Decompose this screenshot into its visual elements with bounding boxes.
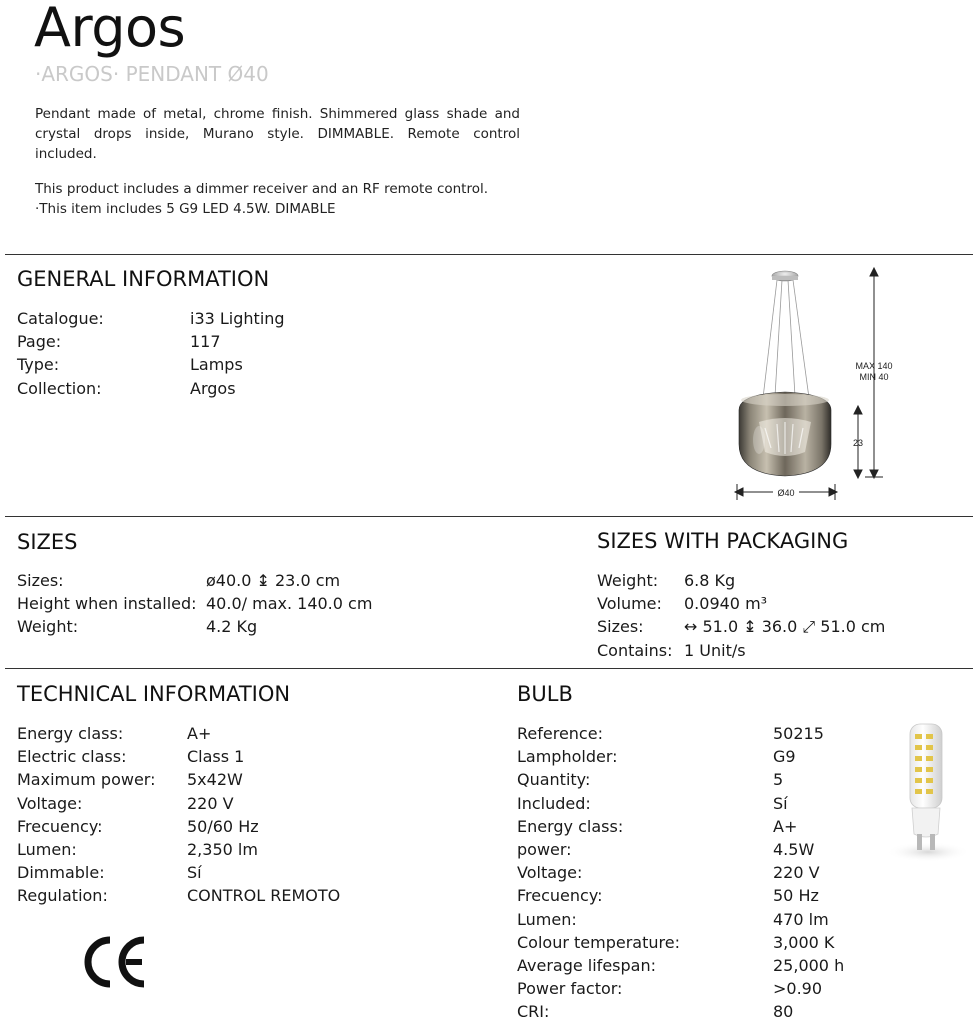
info-label: Height when installed: bbox=[17, 594, 197, 614]
info-label: Quantity: bbox=[517, 770, 591, 790]
technical-information-list bbox=[17, 722, 340, 908]
packaging-list bbox=[597, 569, 885, 662]
shade-height-label: 23 bbox=[852, 438, 864, 448]
info-row bbox=[517, 745, 844, 768]
info-value: ↔ 51.0 ↨ 36.0 ⤢ 51.0 cm bbox=[684, 617, 886, 637]
info-label: Contains: bbox=[597, 640, 673, 660]
info-row bbox=[17, 815, 340, 838]
info-value: 0.0940 m³ bbox=[684, 594, 768, 614]
info-label: Weight: bbox=[17, 617, 79, 637]
info-label: Weight: bbox=[597, 571, 659, 590]
description-line: ·This item includes 5 G9 LED 4.5W. DIMABLE bbox=[35, 201, 336, 217]
info-value: >0.90 bbox=[773, 979, 823, 999]
info-value: 50215 bbox=[773, 724, 824, 743]
info-row bbox=[17, 307, 285, 330]
info-row bbox=[517, 954, 844, 977]
bulb-list bbox=[517, 722, 844, 1023]
info-label: Catalogue: bbox=[17, 309, 104, 328]
info-label: Page: bbox=[17, 332, 62, 352]
info-value: ø40.0 ↨ 23.0 cm bbox=[206, 571, 341, 590]
info-value: CONTROL REMOTO bbox=[187, 886, 341, 906]
info-label: Frecuency: bbox=[17, 816, 103, 836]
info-row bbox=[517, 931, 844, 954]
info-label: power: bbox=[517, 839, 572, 859]
height-label: MAX 140 bbox=[855, 361, 893, 371]
description-paragraph: Pendant made of metal, chrome finish. Shimmered glass shade and crystal drops inside, Murano style. DIMMABLE. Remote control included. bbox=[35, 106, 520, 162]
info-label: Electric class: bbox=[17, 747, 127, 767]
info-row bbox=[517, 977, 844, 1000]
general-information-list bbox=[17, 307, 285, 400]
info-value: A+ bbox=[773, 816, 798, 836]
info-value: 50/60 Hz bbox=[187, 816, 259, 836]
info-label: Colour temperature: bbox=[517, 932, 680, 952]
glass-shade bbox=[739, 392, 831, 476]
info-row bbox=[517, 838, 844, 861]
info-value: 4.5W bbox=[773, 839, 815, 859]
info-row bbox=[17, 745, 340, 768]
info-label: Collection: bbox=[17, 378, 102, 398]
info-value: 4.2 Kg bbox=[206, 617, 258, 637]
info-row bbox=[517, 861, 844, 884]
g9-led-bulb-image bbox=[882, 718, 973, 866]
info-label: Average lifespan: bbox=[517, 955, 656, 975]
info-value: Sí bbox=[187, 863, 202, 883]
info-value: 470 lm bbox=[773, 909, 829, 929]
info-label: CRI: bbox=[517, 1002, 550, 1022]
info-row bbox=[597, 569, 885, 592]
ceiling-canopy bbox=[772, 271, 798, 281]
info-value: 5x42W bbox=[187, 770, 243, 790]
info-row bbox=[517, 815, 844, 838]
suspension-cables bbox=[763, 280, 809, 398]
technical-information-heading: TECHNICAL INFORMATION bbox=[17, 682, 291, 706]
height-label: MIN 40 bbox=[859, 372, 889, 382]
description-paragraph-2 bbox=[35, 179, 520, 219]
info-value: 220 V bbox=[187, 793, 234, 813]
info-label: Volume: bbox=[597, 594, 662, 614]
diameter-label: Ø40 bbox=[777, 488, 795, 498]
info-value: Sí bbox=[773, 793, 788, 813]
info-label: Voltage: bbox=[17, 793, 83, 813]
info-row bbox=[517, 722, 844, 745]
info-row bbox=[17, 768, 340, 791]
info-label: Power factor: bbox=[517, 979, 623, 999]
description-line: This product includes a dimmer receiver and an RF remote control. bbox=[35, 181, 489, 197]
info-label: Voltage: bbox=[517, 863, 583, 883]
info-label: Dimmable: bbox=[17, 863, 105, 883]
info-value: 220 V bbox=[773, 863, 820, 883]
info-row bbox=[17, 569, 372, 592]
product-subtitle: ·ARGOS· PENDANT Ø40 bbox=[35, 62, 269, 86]
info-value: Class 1 bbox=[187, 747, 245, 767]
info-label: Included: bbox=[517, 793, 591, 813]
info-row bbox=[517, 908, 844, 931]
info-label: Reference: bbox=[517, 724, 603, 743]
info-label: Regulation: bbox=[17, 886, 108, 906]
info-value: 40.0/ max. 140.0 cm bbox=[206, 594, 373, 614]
info-value: 117 bbox=[190, 332, 221, 352]
info-row bbox=[17, 884, 340, 907]
pendant-dimension-drawing bbox=[725, 262, 905, 506]
info-row bbox=[17, 861, 340, 884]
info-row bbox=[517, 884, 844, 907]
info-row bbox=[17, 838, 340, 861]
info-value: 25,000 h bbox=[773, 955, 845, 975]
info-value: Lamps bbox=[190, 355, 243, 375]
info-label: Lumen: bbox=[517, 909, 577, 929]
bulb-heading: BULB bbox=[517, 682, 573, 706]
info-row bbox=[597, 639, 885, 662]
info-row bbox=[17, 377, 285, 400]
info-row bbox=[17, 615, 372, 638]
section-divider bbox=[5, 668, 973, 669]
info-row bbox=[517, 792, 844, 815]
info-row bbox=[17, 722, 340, 745]
info-label: Energy class: bbox=[17, 724, 124, 743]
info-label: Sizes: bbox=[597, 617, 644, 637]
info-row bbox=[17, 592, 372, 615]
info-row bbox=[597, 615, 885, 638]
packaging-heading: SIZES WITH PACKAGING bbox=[597, 529, 849, 553]
section-divider bbox=[5, 254, 973, 255]
info-label: Maximum power: bbox=[17, 770, 156, 790]
info-label: Frecuency: bbox=[517, 886, 603, 906]
info-row bbox=[17, 330, 285, 353]
info-value: 1 Unit/s bbox=[684, 640, 746, 660]
info-value: Argos bbox=[190, 378, 236, 398]
info-value: 3,000 K bbox=[773, 932, 835, 952]
info-value: 80 bbox=[773, 1002, 794, 1022]
info-value: 50 Hz bbox=[773, 886, 819, 906]
info-value: G9 bbox=[773, 747, 796, 767]
info-row bbox=[17, 353, 285, 376]
info-row bbox=[17, 792, 340, 815]
section-divider bbox=[5, 516, 973, 517]
sizes-list bbox=[17, 569, 372, 639]
info-value: i33 Lighting bbox=[190, 309, 285, 328]
info-row bbox=[597, 592, 885, 615]
ce-mark-icon bbox=[82, 936, 148, 988]
info-label: Energy class: bbox=[517, 816, 624, 836]
info-value: 2,350 lm bbox=[187, 839, 258, 859]
sizes-heading: SIZES bbox=[17, 530, 78, 554]
info-label: Lampholder: bbox=[517, 747, 618, 767]
info-row bbox=[517, 768, 844, 791]
general-information-heading: GENERAL INFORMATION bbox=[17, 267, 270, 291]
info-value: 6.8 Kg bbox=[684, 571, 736, 590]
info-value: A+ bbox=[187, 724, 212, 743]
product-title: Argos bbox=[34, 0, 186, 59]
info-label: Type: bbox=[17, 355, 60, 375]
info-label: Sizes: bbox=[17, 571, 64, 590]
info-value: 5 bbox=[773, 770, 784, 790]
info-label: Lumen: bbox=[17, 839, 77, 859]
